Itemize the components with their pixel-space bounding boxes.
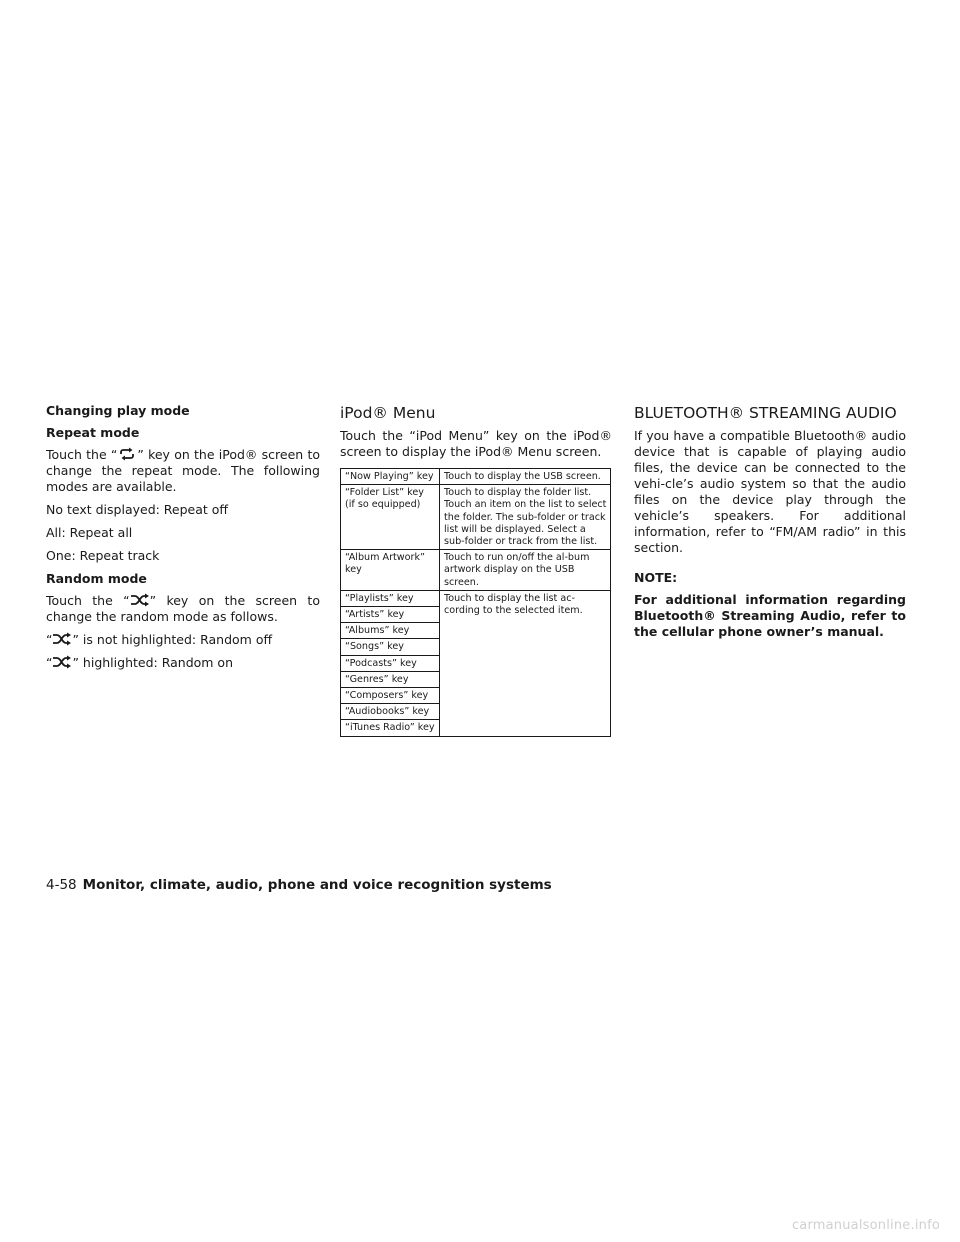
ipod-menu-table xyxy=(340,468,611,737)
table-desc-cell: Touch to display the folder list. Touch an item on the list to select the folder. The sub-folder or track list will be displayed. Select a sub-folder or track from the list. xyxy=(440,485,611,550)
random-on-post: ” highlighted: Random on xyxy=(72,655,233,670)
column-bluetooth-audio xyxy=(634,403,906,640)
heading-repeat-mode: Repeat mode xyxy=(46,425,140,440)
repeat-all-line: All: Repeat all xyxy=(46,525,133,540)
repeat-one-line: One: Repeat track xyxy=(46,548,160,563)
table-row xyxy=(341,550,611,591)
column-ipod-menu xyxy=(340,403,612,737)
heading-random-mode: Random mode xyxy=(46,571,147,586)
repeat-intro xyxy=(46,447,320,495)
repeat-intro-pre: Touch the “ xyxy=(46,447,118,462)
table-row xyxy=(341,485,611,550)
chapter-title: Monitor, climate, audio, phone and voice recognition systems xyxy=(82,877,552,893)
random-intro-post: ” key on the screen to change the random mode as follows. xyxy=(46,593,320,624)
table-desc-cell: Touch to run on/off the al-bum artwork display on the USB screen. xyxy=(440,550,611,591)
page-footer xyxy=(46,876,552,894)
heading-ipod-menu: iPod® Menu xyxy=(340,404,436,422)
repeat-intro-post: ” key on the iPod® screen to change the repeat mode. The following modes are available. xyxy=(46,447,320,494)
table-key-cell: “Folder List” key (if so equipped) xyxy=(341,485,440,550)
table-row xyxy=(341,590,611,606)
column-play-mode xyxy=(46,403,320,678)
table-desc-cell: Touch to display the USB screen. xyxy=(440,469,611,485)
table-key-cell: “Playlists” key xyxy=(341,590,440,606)
watermark: carmanualsonline.info xyxy=(791,1218,940,1233)
table-key-cell: “Podcasts” key xyxy=(341,655,440,671)
shuffle-icon xyxy=(52,655,72,669)
heading-changing-play-mode: Changing play mode xyxy=(46,403,190,418)
repeat-icon xyxy=(117,447,137,461)
random-off-post: ” is not highlighted: Random off xyxy=(72,632,273,647)
page-number: 4-58 xyxy=(46,877,77,893)
heading-bluetooth-streaming-audio: BLUETOOTH® STREAMING AUDIO xyxy=(634,404,897,422)
table-key-cell: “Album Artwork” key xyxy=(341,550,440,591)
random-on-pre: “ xyxy=(46,655,53,670)
repeat-off-line: No text displayed: Repeat off xyxy=(46,502,229,517)
table-key-cell: “Composers” key xyxy=(341,688,440,704)
bluetooth-body: If you have a compatible Bluetooth® audio device that is capable of playing audio files, the device can be connected to the vehi-cle’s audio system so that the audio files on the device play through the vehicle’s speakers. For additional information, refer to “FM/AM radio” in this section. xyxy=(634,428,906,555)
random-off-line xyxy=(46,632,320,648)
note-heading: NOTE: xyxy=(634,570,678,585)
shuffle-icon xyxy=(52,632,72,646)
table-key-cell: “Artists” key xyxy=(341,607,440,623)
random-intro xyxy=(46,593,320,625)
table-desc-cell: Touch to display the list ac-cording to the selected item. xyxy=(440,590,611,736)
ipod-menu-intro: Touch the “iPod Menu” key on the iPod® screen to display the iPod® Menu screen. xyxy=(340,428,612,459)
table-key-cell: “Now Playing” key xyxy=(341,469,440,485)
table-key-cell: “Genres” key xyxy=(341,671,440,687)
shuffle-icon xyxy=(130,593,150,607)
table-row xyxy=(341,469,611,485)
table-key-cell: “iTunes Radio” key xyxy=(341,720,440,736)
table-key-cell: “Albums” key xyxy=(341,623,440,639)
random-off-pre: “ xyxy=(46,632,53,647)
table-key-cell: “Songs” key xyxy=(341,639,440,655)
random-on-line xyxy=(46,655,320,671)
table-key-cell: “Audiobooks” key xyxy=(341,704,440,720)
random-intro-pre: Touch the “ xyxy=(46,593,130,608)
note-body: For additional information regarding Bluetooth® Streaming Audio, refer to the cellular phone owner’s manual. xyxy=(634,592,906,639)
